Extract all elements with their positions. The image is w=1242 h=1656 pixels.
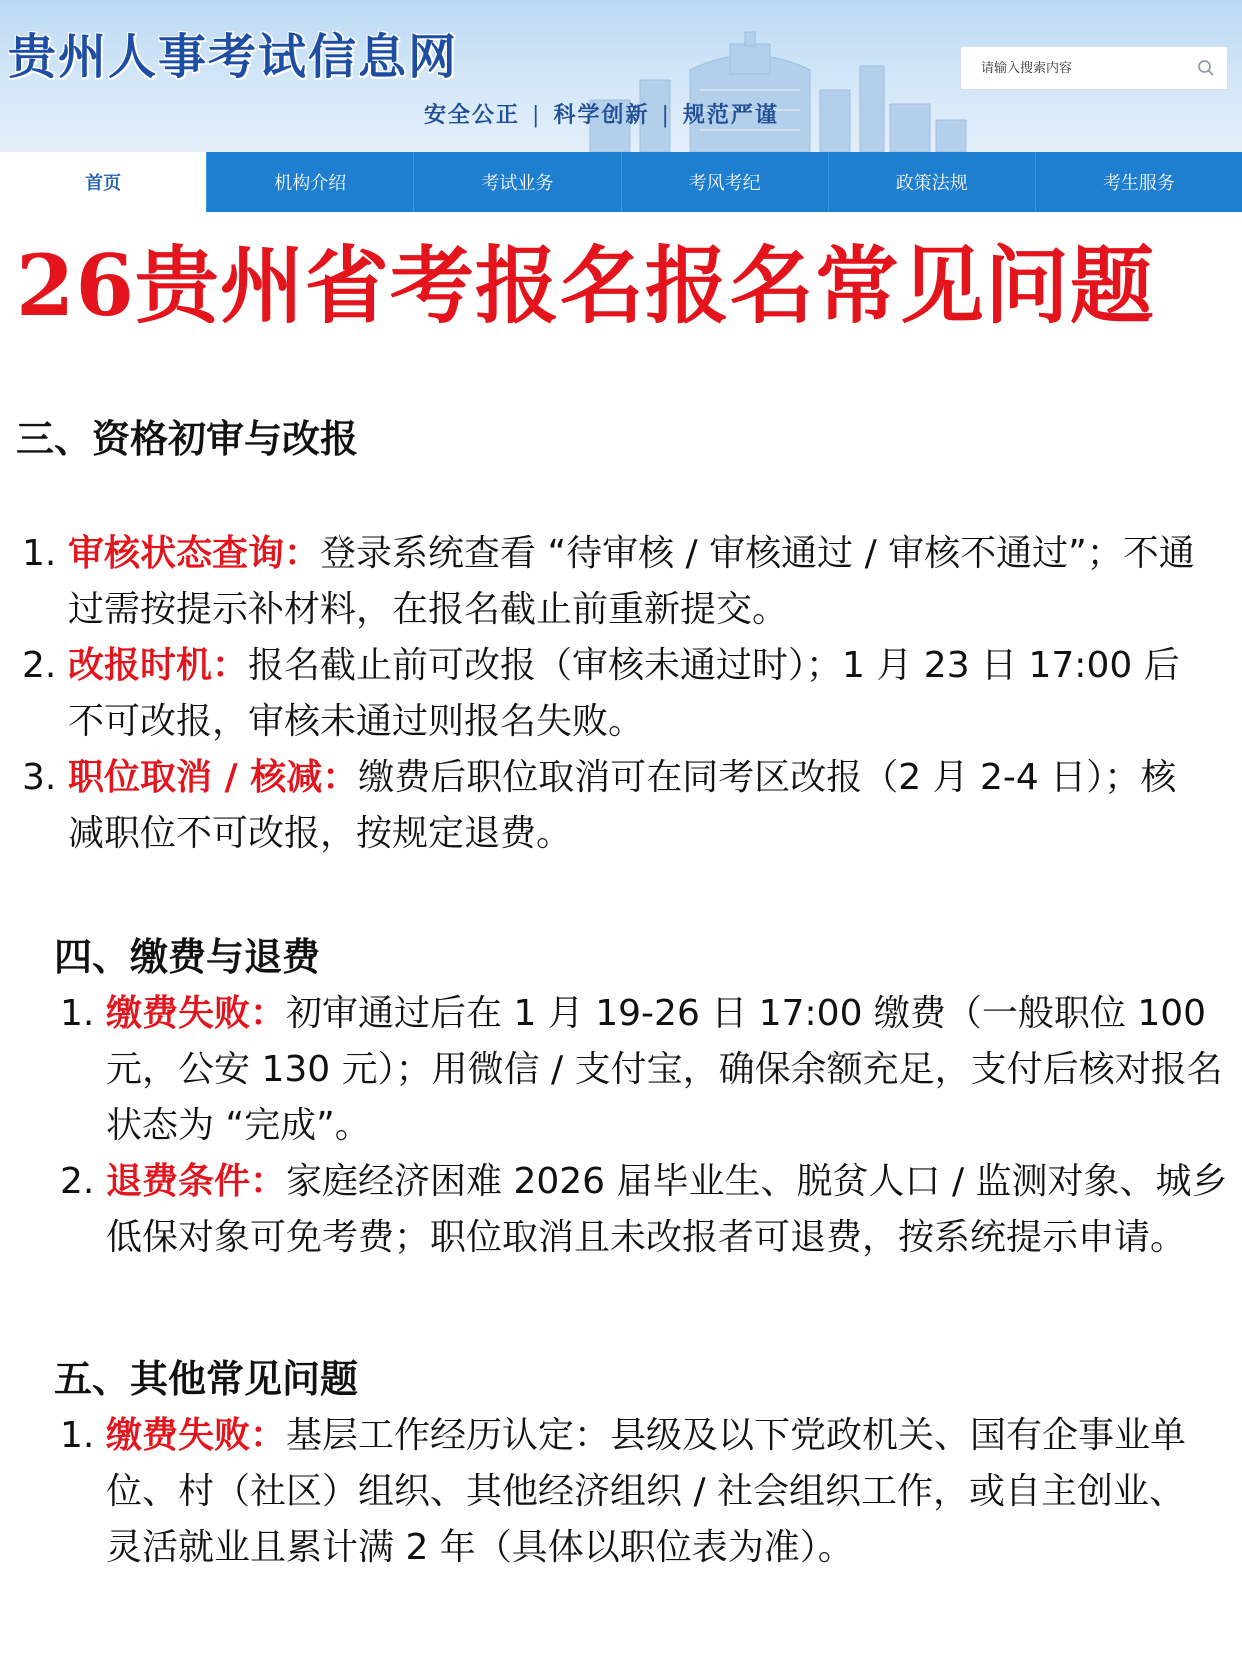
- slogan-separator: |: [532, 103, 542, 128]
- question-label: 改报时机：: [68, 645, 249, 686]
- list-item-number: 1.: [60, 1415, 95, 1456]
- search-input[interactable]: [981, 61, 1197, 76]
- section-heading: 三、资格初审与改报: [16, 416, 359, 461]
- answer-text: 报名截止前可改报（审核未通过时）；1 月 23 日 17:00 后不可改报，审核未通过则报名失败。: [68, 645, 1180, 742]
- nav-item-about[interactable]: 机构介绍: [206, 152, 413, 212]
- list-item-number: 1.: [60, 993, 95, 1034]
- answer-text: 登录系统查看 “待审核 / 审核通过 / 审核不通过”；不通过需按提示补材料，在报名截止前重新提交。: [68, 533, 1195, 630]
- list-item-number: 2.: [60, 1161, 95, 1202]
- qa-list: [60, 1408, 1210, 1576]
- answer-text: 基层工作经历认定：县级及以下党政机关、国有企事业单位、村（社区）组织、其他经济组织 / 社会组织工作，或自主创业、灵活就业且累计满 2 年（具体以职位表为准）。: [106, 1415, 1187, 1568]
- nav-item-exams[interactable]: 考试业务: [413, 152, 620, 212]
- list-item: [60, 1154, 1230, 1266]
- list-item: [22, 750, 1202, 862]
- slogan-item: 安全公正: [424, 102, 521, 128]
- list-item: [22, 526, 1202, 638]
- question-label: 退费条件：: [106, 1161, 287, 1202]
- nav-item-services[interactable]: 考生服务: [1035, 152, 1242, 212]
- nav-item-discipline[interactable]: 考风考纪: [621, 152, 828, 212]
- nav-item-policy[interactable]: 政策法规: [828, 152, 1035, 212]
- qa-list: [22, 526, 1202, 862]
- list-item: [60, 986, 1230, 1154]
- slogan-item: 科学创新: [553, 102, 650, 128]
- question-label: 职位取消 / 核减：: [68, 757, 359, 798]
- slogan-item: 规范严谨: [682, 102, 779, 128]
- site-title[interactable]: 贵州人事考试信息网: [8, 29, 459, 85]
- header-banner: [0, 0, 1242, 152]
- list-item-number: 3.: [22, 757, 57, 798]
- answer-text: 缴费后职位取消可在同考区改报（2 月 2-4 日）；核减职位不可改报，按规定退费。: [68, 757, 1177, 854]
- site-slogan: [424, 98, 779, 129]
- list-item: [22, 638, 1202, 750]
- city-skyline-illustration: [580, 30, 1000, 152]
- page-title: 26贵州省考报名报名常见问题: [16, 236, 1155, 335]
- question-label: 审核状态查询：: [68, 533, 321, 574]
- answer-text: 初审通过后在 1 月 19-26 日 17:00 缴费（一般职位 100 元，公安 130 元）；用微信 / 支付宝，确保余额充足，支付后核对报名状态为 “完成”。: [106, 993, 1223, 1146]
- qa-list: [60, 986, 1230, 1266]
- question-label: 缴费失败：: [106, 993, 287, 1034]
- list-item-number: 1.: [22, 533, 57, 574]
- main-nav: [0, 152, 1242, 212]
- section-heading: 四、缴费与退费: [54, 934, 321, 979]
- list-item-number: 2.: [22, 645, 57, 686]
- slogan-separator: |: [661, 103, 671, 128]
- nav-item-home[interactable]: 首页: [0, 152, 206, 212]
- answer-text: 家庭经济困难 2026 届毕业生、脱贫人口 / 监测对象、城乡低保对象可免考费；职位取消且未改报者可退费，按系统提示申请。: [106, 1161, 1228, 1258]
- list-item: [60, 1408, 1210, 1576]
- search-icon[interactable]: [1197, 59, 1215, 77]
- section-heading: 五、其他常见问题: [54, 1356, 359, 1401]
- search-box: [960, 46, 1228, 90]
- question-label: 缴费失败：: [106, 1415, 287, 1456]
